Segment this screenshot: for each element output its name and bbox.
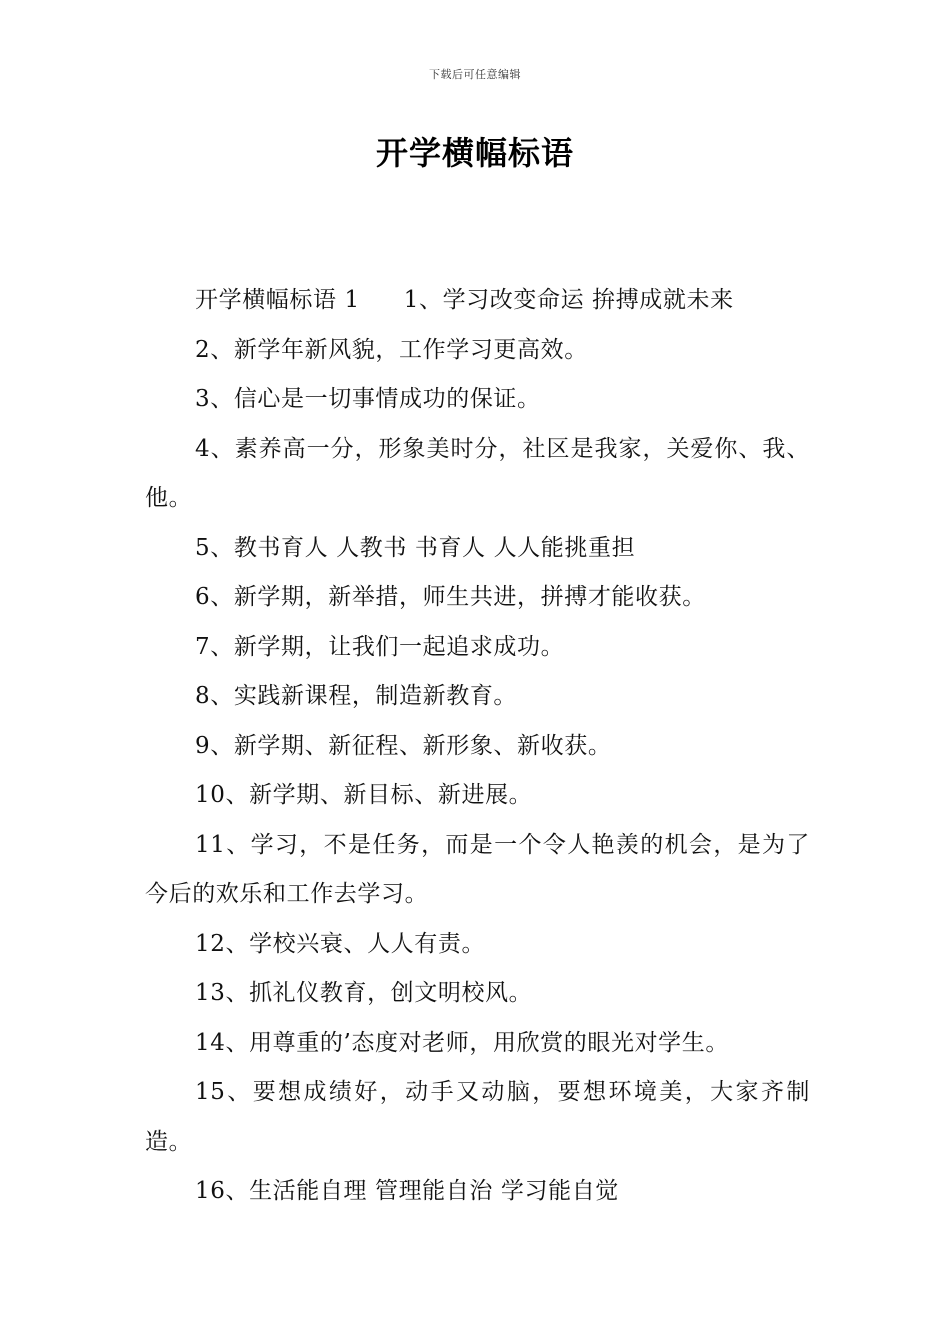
slogan-item: 9、新学期、新征程、新形象、新收获。 — [195, 732, 612, 759]
slogan-item: 10、新学期、新目标、新进展。 — [195, 782, 533, 808]
page-title: 开学横幅标语 — [375, 134, 574, 172]
slogan-item: 5、教书育人 人教书 书育人 人人能挑重担 — [195, 534, 636, 561]
header-note: 下载后可任意编辑 — [429, 68, 521, 81]
slogan-item: 4、素养高一分，形象美时分，社区是我家，关爱你、我、他。 — [145, 435, 810, 511]
slogan-item: 12、学校兴衰、人人有责。 — [195, 930, 486, 957]
slogan-item: 3、信心是一切事情成功的保证。 — [195, 386, 541, 412]
document-body — [145, 276, 810, 1217]
slogan-intro-line — [145, 276, 810, 326]
slogan-item: 8、实践新课程，制造新教育。 — [195, 683, 518, 709]
slogan-item: 7、新学期，让我们一起追求成功。 — [195, 633, 565, 660]
slogan-item: 16、生活能自理 管理能自治 学习能自觉 — [195, 1178, 619, 1204]
slogan-item: 15、要想成绩好，动手又动脑，要想环境美，大家齐制造。 — [145, 1079, 810, 1155]
slogan-item: 13、抓礼仪教育，创文明校风。 — [195, 980, 533, 1006]
slogan-item: 11、学习，不是任务，而是一个令人艳羡的机会，是为了今后的欢乐和工作去学习。 — [145, 831, 810, 907]
slogan-item: 6、新学期，新举措，师生共进，拼搏才能收获。 — [195, 584, 706, 610]
intro-label: 开学横幅标语 1 — [195, 287, 360, 313]
slogan-item: 14、用尊重的’态度对老师，用欣赏的眼光对学生。 — [195, 1029, 729, 1056]
slogan-item: 1、学习改变命运 拚搏成就未来 — [403, 287, 734, 313]
slogan-item: 2、新学年新风貌，工作学习更高效。 — [195, 336, 588, 363]
